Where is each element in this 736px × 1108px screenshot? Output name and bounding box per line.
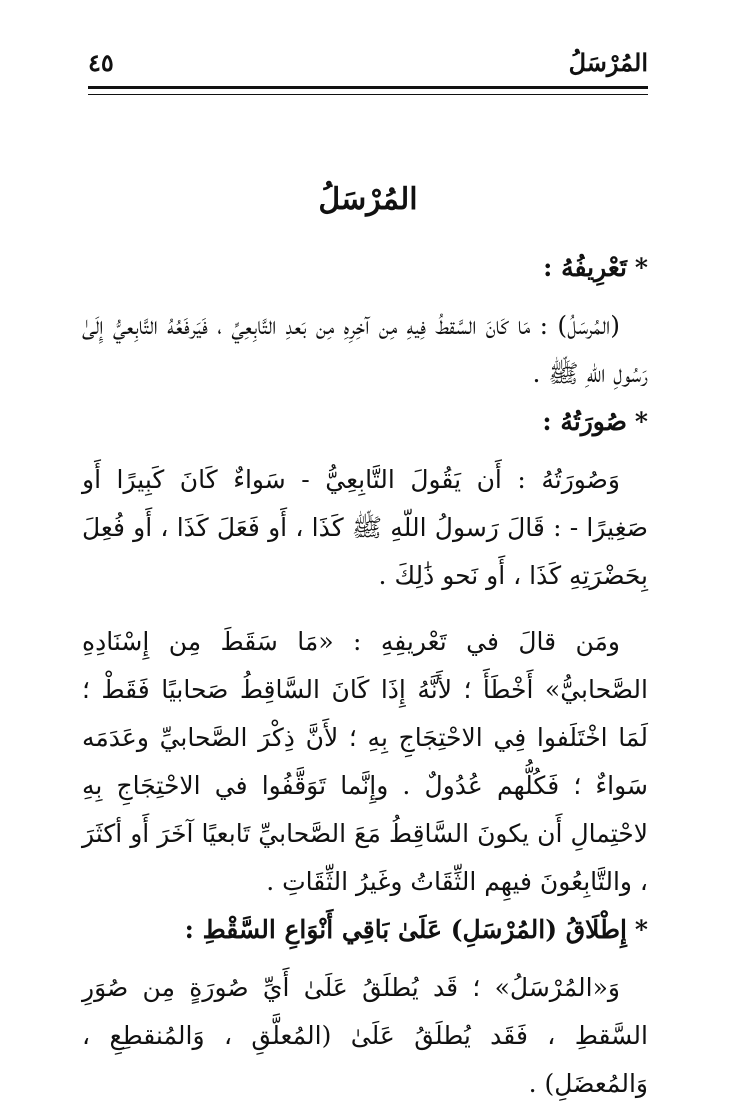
section-heading-text: تَعْرِيفُهُ : — [543, 253, 627, 282]
header-rule-thin — [88, 94, 648, 95]
section-heading-text: إِطْلَاقُ (المُرْسَلِ) عَلَىٰ بَاقِي أَنْوَاعِ السَّقْطِ : — [184, 915, 627, 944]
section-heading-form — [82, 398, 648, 446]
header-rule-thick — [88, 86, 648, 89]
page-number: ٤٥ — [88, 48, 114, 77]
heading-marker: * — [634, 407, 648, 436]
section-heading-text: صُورَتُهُ : — [542, 407, 627, 436]
paragraph: ومَن قالَ في تَعْريفِهِ : «مَا سَقَطَ مِن إِسْنَادِهِ الصَّحابيُّ» أَخْطَأَ ؛ لأَنَّهُ إِذَا كَانَ السَّاقِطُ صَحابيًا فَقَطْ ؛ لَمَا اخْتَلَفوا فِي الاحْتِجَاجِ بِهِ ؛ لأَنَّ ذِكْرَ الصَّحابيِّ وعَدَمَه سَواءٌ ؛ فَكُلُّهم عُدُولٌ . وإِنَّما تَوَقَّفُوا في الاحْتِجَاجِ بِهِ لاحْتِمالِ أَن يكونَ السَّاقِطُ مَعَ الصَّحابيِّ تَابعيًا آخَرَ أَو أكثَرَ ، والتَّابِعُونَ فيهِم الثِّقَاتُ وغَيرُ الثِّقَاتِ . — [82, 627, 648, 896]
running-title: المُرْسَلُ — [568, 48, 648, 77]
chapter-title: المُرْسَلُ — [318, 182, 418, 217]
body-text — [82, 244, 648, 1108]
section-heading-definition — [82, 244, 648, 292]
paragraph: وَ«المُرْسَلُ» ؛ قَد يُطلَقُ عَلَىٰ أَيِّ صُورَةٍ مِن صُوَرِ السَّقطِ ، فَقَد يُطلَقُ عَلَىٰ (المُعلَّقِ ، وَالمُنقطِعِ ، وَالمُعضَلِ) . — [82, 973, 648, 1098]
paragraph: (المُرسَلُ) : مَا كَانَ السَّقطُ فِيهِ مِن آخِرِهِ مِن بَعدِ التَّابِعِيِّ ، فَيَرفَعُهُ التَّابِعيُّ إِلَىٰ رَسُولِ اللّهِ ﷺ . — [82, 311, 648, 388]
section-heading-usage — [82, 906, 648, 954]
running-header — [88, 40, 648, 80]
heading-marker: * — [634, 253, 648, 282]
paragraph: وَصُورَتُهُ : أَن يَقُولَ التَّابِعِيُّ - سَواءٌ كَانَ كَبِيرًا أَو صَغِيرًا - : قَالَ رَسولُ اللّهِ ﷺ كَذَا ، أَو فَعَلَ كَذَا ، أَو فُعِلَ بِحَضْرَتِهِ كَذَا ، أَو نَحو ذَٰلِكَ . — [82, 465, 648, 590]
heading-marker: * — [634, 915, 648, 944]
